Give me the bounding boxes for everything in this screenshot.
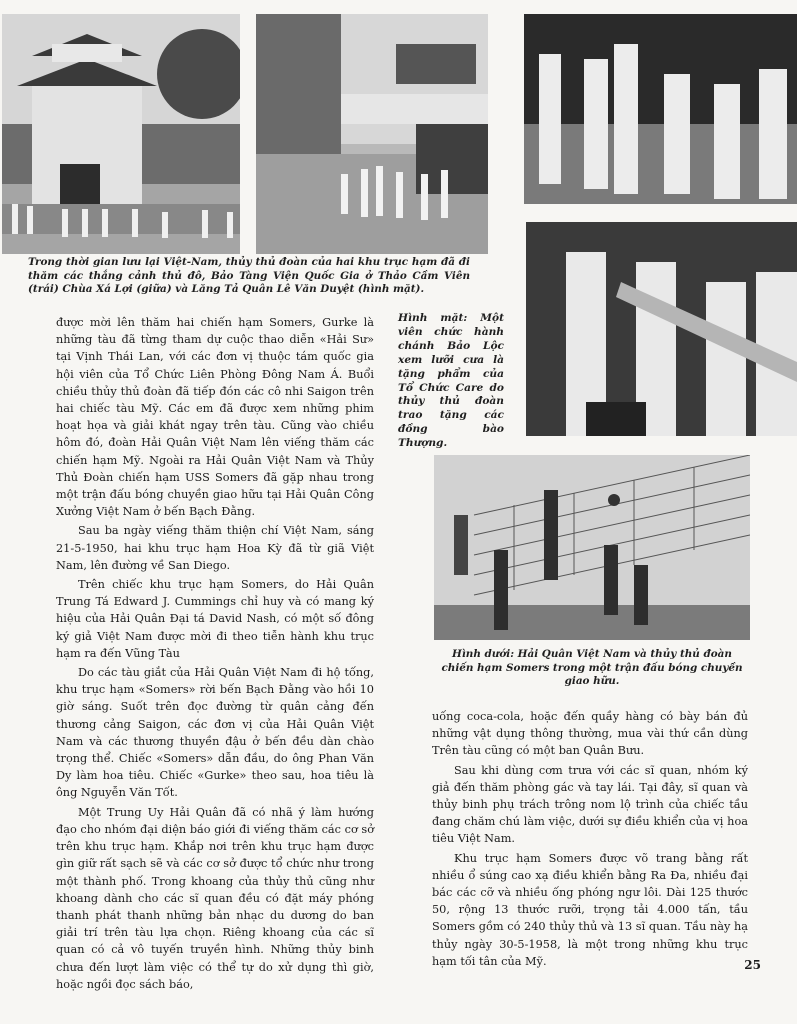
sailors-walking-photo xyxy=(524,14,797,204)
right-photo-caption: Hình mặt: Một viên chức hành chánh Bảo Lộc xem lưỡi cưa là tặng phẩm của Tổ Chức Care do thủy thủ đoàn trao tặng các đồng bào Thượng. xyxy=(398,312,504,450)
bottom-photo-caption: Hình dưới: Hải Quân Việt Nam và thủy thủ đoàn chiến hạm Somers trong một trận đấu bóng chuyền giao hữu. xyxy=(441,648,743,687)
pagoda-photo xyxy=(256,14,488,254)
left-paragraph: Trên chiếc khu trục hạm Somers, do Hải Quân Trung Tá Edward J. Cummings chỉ huy và có mang ký hiệu của Hải Quân Đại tá David Nash, có một số đông ký giả Việt Nam được mời đi theo tiễn hành khu trục hạm ra đến Vũng Tàu xyxy=(56,578,374,660)
left-paragraph: được mời lên thăm hai chiến hạm Somers, Gurke là những tàu đã từng tham dự cuộc thao diễn «Hải Sư» tại Vịnh Thái Lan, với các đơn vị thuộc tám quốc gia hội viên của Tổ Chức Liên Phòng Đông Nam Á. Buổi chiều thủy thủ đoàn đã tiếp đón các cô nhi Saigon trên hai chiếc tàu Mỹ. Các em đã được xem những phim hoạt họa và giải khát ngay trên tàu. Cũng vào chiều hôm đó, đoàn Hải Quân Việt Nam lên viếng thăm các chiến hạm Mỹ. Ngoài ra Hải Quân Việt Nam và Thủy Thủ Đoàn chiến hạm USS Somers đã gặp nhau trong một trận đấu bóng chuyền giao hữu tại Hải Quân Công Xưởng Việt Nam ở bến Bạch Đằng. xyxy=(56,316,374,519)
volleyball-photo xyxy=(434,455,750,640)
right-paragraph: uống coca-cola, hoặc đến quầy hàng có bày bán đủ những vật dụng thông thường, mua vài thứ cần dùng Trên tàu cũng có một ban Quân Bưu. xyxy=(432,710,748,758)
sailors-with-saw-photo xyxy=(526,222,797,436)
left-paragraph: Sau ba ngày viếng thăm thiện chí Việt Nam, sáng 21-5-1950, hai khu trục hạm Hoa Kỳ đã từ giã Việt Nam, lên đường về San Diego. xyxy=(56,524,374,572)
article-left-column xyxy=(56,314,374,995)
right-paragraph: Khu trục hạm Somers được võ trang bằng rất nhiều ổ súng cao xạ điều khiển bằng Ra Đa, nhiều đại bác các cỡ và nhiều ống phóng ngư lôi. Dài 125 thước 50, rộng 13 thước rưỡi, trọng tải 4.000 tấn, tầu Somers gồm có 240 thủy thủ và 13 sĩ quan. Tầu này hạ thủy ngày 30-5-1958, là một trong những khu trục hạm tối tân của Mỹ. xyxy=(432,851,748,968)
left-paragraph: Do các tàu giắt của Hải Quân Việt Nam đi hộ tống, khu trục hạm «Somers» rời bến Bạch Đằng vào hồi 10 giờ sáng. Suốt trên đọc đường từ quân cảng đến thương cảng Saigon, các đơn vị của Hải Quân Việt Nam và các thương thuyền đậu ở bến đều dàn chào trọng thể. Chiếc «Somers» dẫn đầu, do ông Phan Văn Dy làm hoa tiêu. Chiếc «Gurke» theo sau, hoa tiêu là ông Nguyễn Văn Tốt. xyxy=(56,666,374,800)
article-right-column xyxy=(432,708,748,972)
top-photo-caption: Trong thời gian lưu lại Việt-Nam, thủy thủ đoàn của hai khu trục hạm đã đi thăm các thắng cảnh thủ đô, Bảo Tàng Viện Quốc Gia ở Thảo Cầm Viên (trái) Chùa Xá Lợi (giữa) và Lăng Tả Quân Lê Văn Duyệt (hình mặt). xyxy=(28,256,470,295)
page-number: 25 xyxy=(744,958,761,972)
left-paragraph: Một Trung Uy Hải Quân đã có nhã ý làm hướng đạo cho nhóm đại diện báo giới đi viếng thăm các cơ sở trên khu trục hạm. Khắp nơi trên khu trục hạm được gìn giữ rất sạch sẽ và các cơ sở được tổ chức như trong một thành phố. Trong khoang của thủy thủ cũng như khoang dành cho các sĩ quan đều có đặt máy phóng thanh phát thanh những bản nhạc du dương do ban giải trí trên tàu lựa chọn. Riêng khoang của các sĩ quan có cả vô tuyến truyền hình. Những thủy binh chưa đến lượt làm việc có thể tự do xử dụng thì giờ, hoặc ngồi đọc sách báo, xyxy=(56,805,374,991)
right-paragraph: Sau khi dùng cơm trưa với các sĩ quan, nhóm ký giả đến thăm phòng gác và tay lái. Tại đây, sĩ quan và thủy binh phụ trách trông nom lộ trình của chiếc tầu đang chăm chú làm việc, dưới sự điều khiển của vị hoa tiêu Việt Nam. xyxy=(432,763,748,846)
museum-photo xyxy=(2,14,240,254)
